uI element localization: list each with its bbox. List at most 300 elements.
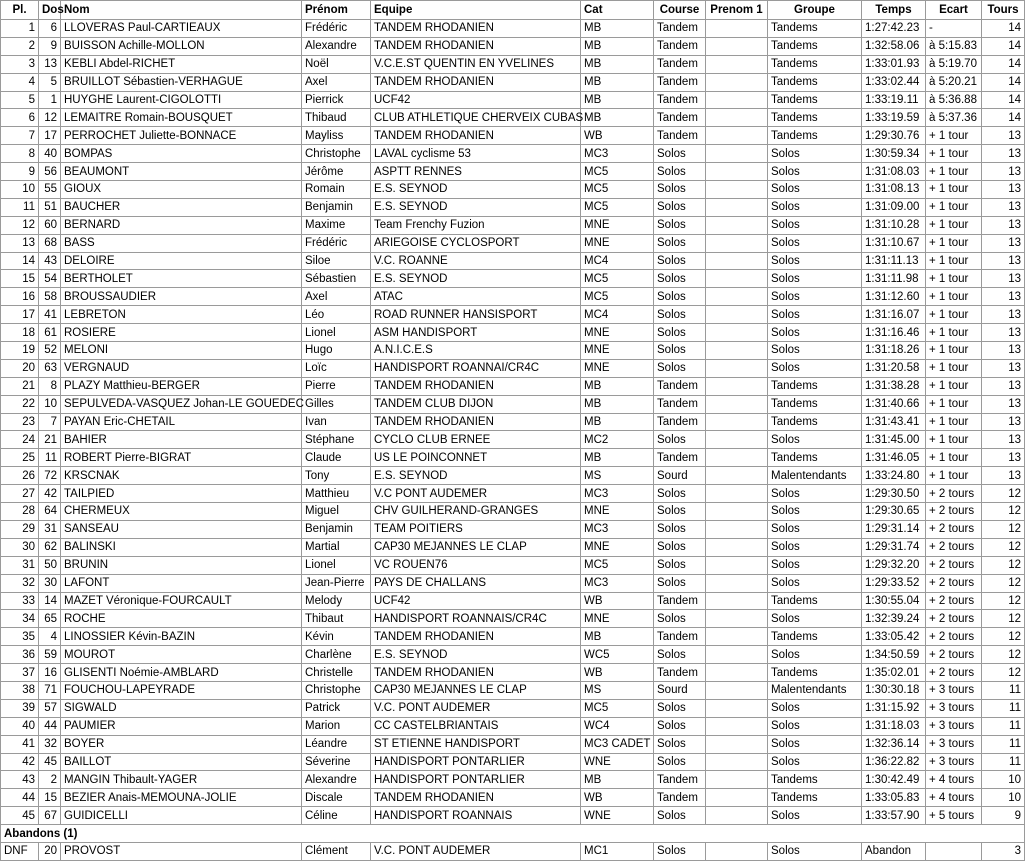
cell-ecart <box>926 842 982 860</box>
cell-prenom1 <box>706 91 768 109</box>
cell-equipe: TANDEM RHODANIEN <box>371 789 581 807</box>
cell-temps: 1:33:01.93 <box>862 55 926 73</box>
cell-equipe: LAVAL cyclisme 53 <box>371 145 581 163</box>
cell-place: 10 <box>1 181 39 199</box>
cell-groupe: Tandems <box>768 664 862 682</box>
cell-ecart: + 1 tour <box>926 359 982 377</box>
table-row <box>1 395 1025 413</box>
cell-prenom1 <box>706 520 768 538</box>
cell-prenom: Romain <box>302 181 371 199</box>
cell-groupe: Solos <box>768 842 862 860</box>
cell-prenom: Frédéric <box>302 20 371 38</box>
cell-nom: MANGIN Thibault-YAGER <box>61 771 302 789</box>
table-row <box>1 681 1025 699</box>
cell-equipe: A.N.I.C.E.S <box>371 342 581 360</box>
cell-nom: FOUCHOU-LAPEYRADE <box>61 681 302 699</box>
cell-course: Tandem <box>654 395 706 413</box>
cell-temps: 1:33:05.83 <box>862 789 926 807</box>
cell-temps: 1:32:36.14 <box>862 735 926 753</box>
cell-temps: 1:31:40.66 <box>862 395 926 413</box>
cell-prenom: Pierre <box>302 377 371 395</box>
cell-nom: SANSEAU <box>61 520 302 538</box>
cell-course: Solos <box>654 646 706 664</box>
cell-place: 44 <box>1 789 39 807</box>
cell-nom: BASS <box>61 234 302 252</box>
cell-temps: 1:31:10.28 <box>862 216 926 234</box>
cell-prenom: Axel <box>302 73 371 91</box>
cell-ecart: + 2 tours <box>926 574 982 592</box>
cell-groupe: Solos <box>768 538 862 556</box>
cell-dossard: 31 <box>39 520 61 538</box>
cell-nom: PERROCHET Juliette-BONNACE <box>61 127 302 145</box>
table-row <box>1 628 1025 646</box>
cell-cat: MB <box>581 395 654 413</box>
cell-cat: WC4 <box>581 717 654 735</box>
cell-course: Solos <box>654 324 706 342</box>
cell-cat: WB <box>581 664 654 682</box>
cell-tours: 14 <box>982 55 1025 73</box>
header-course: Course <box>654 1 706 20</box>
cell-cat: MC5 <box>581 181 654 199</box>
table-row <box>1 699 1025 717</box>
cell-dossard: 56 <box>39 163 61 181</box>
cell-dossard: 57 <box>39 699 61 717</box>
cell-temps: 1:30:30.18 <box>862 681 926 699</box>
cell-cat: MB <box>581 37 654 55</box>
header-nom: Nom <box>61 1 302 20</box>
cell-course: Solos <box>654 735 706 753</box>
cell-ecart: à 5:37.36 <box>926 109 982 127</box>
cell-tours: 11 <box>982 699 1025 717</box>
cell-ecart: + 1 tour <box>926 342 982 360</box>
table-row <box>1 234 1025 252</box>
cell-equipe: UCF42 <box>371 592 581 610</box>
table-row <box>1 145 1025 163</box>
cell-nom: LEMAITRE Romain-BOUSQUET <box>61 109 302 127</box>
cell-ecart: + 5 tours <box>926 807 982 825</box>
cell-course: Solos <box>654 288 706 306</box>
cell-course: Tandem <box>654 592 706 610</box>
cell-equipe: TANDEM RHODANIEN <box>371 628 581 646</box>
cell-cat: MB <box>581 91 654 109</box>
cell-prenom1 <box>706 342 768 360</box>
cell-groupe: Solos <box>768 735 862 753</box>
cell-dossard: 15 <box>39 789 61 807</box>
table-row <box>1 127 1025 145</box>
cell-equipe: V.C. ROANNE <box>371 252 581 270</box>
cell-prenom: Melody <box>302 592 371 610</box>
table-row <box>1 610 1025 628</box>
cell-groupe: Tandems <box>768 109 862 127</box>
cell-ecart: à 5:36.88 <box>926 91 982 109</box>
cell-equipe: HANDISPORT ROANNAI/CR4C <box>371 359 581 377</box>
cell-place: 25 <box>1 449 39 467</box>
cell-tours: 13 <box>982 216 1025 234</box>
cell-place: 6 <box>1 109 39 127</box>
cell-ecart: + 1 tour <box>926 252 982 270</box>
cell-course: Solos <box>654 216 706 234</box>
cell-temps: 1:32:39.24 <box>862 610 926 628</box>
cell-course: Solos <box>654 431 706 449</box>
cell-prenom1 <box>706 771 768 789</box>
header-temps: Temps <box>862 1 926 20</box>
cell-place: 22 <box>1 395 39 413</box>
cell-tours: 13 <box>982 198 1025 216</box>
header-prenom1: Prenom 1 <box>706 1 768 20</box>
cell-prenom: Ivan <box>302 413 371 431</box>
cell-prenom: Thibaud <box>302 109 371 127</box>
cell-dossard: 45 <box>39 753 61 771</box>
cell-temps: 1:31:16.46 <box>862 324 926 342</box>
cell-tours: 14 <box>982 20 1025 38</box>
cell-prenom: Léandre <box>302 735 371 753</box>
cell-dossard: 44 <box>39 717 61 735</box>
header-cat: Cat <box>581 1 654 20</box>
cell-course: Solos <box>654 145 706 163</box>
abandons-label: Abandons (1) <box>1 825 1025 843</box>
cell-groupe: Tandems <box>768 628 862 646</box>
cell-place: 4 <box>1 73 39 91</box>
cell-groupe: Tandems <box>768 771 862 789</box>
cell-groupe: Solos <box>768 610 862 628</box>
cell-equipe: TANDEM RHODANIEN <box>371 73 581 91</box>
cell-dossard: 20 <box>39 842 61 860</box>
cell-prenom: Tony <box>302 467 371 485</box>
cell-tours: 12 <box>982 664 1025 682</box>
cell-equipe: ATAC <box>371 288 581 306</box>
cell-equipe: ST ETIENNE HANDISPORT <box>371 735 581 753</box>
cell-ecart: + 1 tour <box>926 288 982 306</box>
cell-tours: 13 <box>982 324 1025 342</box>
cell-ecart: + 1 tour <box>926 467 982 485</box>
cell-dossard: 60 <box>39 216 61 234</box>
table-row <box>1 449 1025 467</box>
cell-course: Tandem <box>654 73 706 91</box>
cell-cat: MC5 <box>581 699 654 717</box>
cell-place: 19 <box>1 342 39 360</box>
cell-nom: HUYGHE Laurent-CIGOLOTTI <box>61 91 302 109</box>
cell-ecart: + 3 tours <box>926 735 982 753</box>
cell-dossard: 61 <box>39 324 61 342</box>
cell-course: Tandem <box>654 789 706 807</box>
cell-prenom: Jean-Pierre <box>302 574 371 592</box>
cell-prenom1 <box>706 270 768 288</box>
cell-prenom: Kévin <box>302 628 371 646</box>
cell-place: 11 <box>1 198 39 216</box>
cell-dossard: 65 <box>39 610 61 628</box>
cell-prenom1 <box>706 842 768 860</box>
cell-groupe: Solos <box>768 270 862 288</box>
cell-dossard: 9 <box>39 37 61 55</box>
cell-ecart: à 5:15.83 <box>926 37 982 55</box>
cell-cat: MB <box>581 413 654 431</box>
cell-course: Solos <box>654 556 706 574</box>
cell-prenom1 <box>706 556 768 574</box>
cell-tours: 13 <box>982 449 1025 467</box>
cell-prenom1 <box>706 252 768 270</box>
cell-tours: 12 <box>982 628 1025 646</box>
cell-ecart: + 1 tour <box>926 431 982 449</box>
cell-tours: 13 <box>982 163 1025 181</box>
cell-course: Solos <box>654 342 706 360</box>
cell-equipe: CAP30 MEJANNES LE CLAP <box>371 538 581 556</box>
cell-cat: MNE <box>581 610 654 628</box>
cell-place: 41 <box>1 735 39 753</box>
cell-tours: 12 <box>982 574 1025 592</box>
cell-nom: BEZIER Anais-MEMOUNA-JOLIE <box>61 789 302 807</box>
cell-temps: 1:31:46.05 <box>862 449 926 467</box>
cell-place: 17 <box>1 306 39 324</box>
cell-equipe: VC ROUEN76 <box>371 556 581 574</box>
cell-place: 15 <box>1 270 39 288</box>
cell-equipe: Team Frenchy Fuzion <box>371 216 581 234</box>
cell-cat: MNE <box>581 342 654 360</box>
cell-dossard: 41 <box>39 306 61 324</box>
cell-cat: MB <box>581 449 654 467</box>
cell-temps: 1:31:18.03 <box>862 717 926 735</box>
cell-ecart: + 2 tours <box>926 646 982 664</box>
cell-groupe: Tandems <box>768 789 862 807</box>
cell-equipe: V.C. PONT AUDEMER <box>371 842 581 860</box>
cell-groupe: Solos <box>768 699 862 717</box>
cell-prenom1 <box>706 538 768 556</box>
cell-prenom1 <box>706 574 768 592</box>
cell-groupe: Solos <box>768 556 862 574</box>
cell-dossard: 63 <box>39 359 61 377</box>
cell-dossard: 13 <box>39 55 61 73</box>
cell-cat: MB <box>581 771 654 789</box>
cell-equipe: US LE POINCONNET <box>371 449 581 467</box>
cell-ecart: + 3 tours <box>926 753 982 771</box>
cell-prenom: Benjamin <box>302 520 371 538</box>
cell-equipe: ARIEGOISE CYCLOSPORT <box>371 234 581 252</box>
cell-equipe: HANDISPORT PONTARLIER <box>371 753 581 771</box>
cell-groupe: Tandems <box>768 413 862 431</box>
cell-prenom: Frédéric <box>302 234 371 252</box>
cell-place: 30 <box>1 538 39 556</box>
cell-nom: ROSIERE <box>61 324 302 342</box>
cell-nom: ROCHE <box>61 610 302 628</box>
cell-tours: 12 <box>982 556 1025 574</box>
cell-equipe: UCF42 <box>371 91 581 109</box>
cell-course: Solos <box>654 753 706 771</box>
cell-equipe: E.S. SEYNOD <box>371 181 581 199</box>
cell-equipe: TEAM POITIERS <box>371 520 581 538</box>
cell-nom: BRUNIN <box>61 556 302 574</box>
cell-equipe: E.S. SEYNOD <box>371 646 581 664</box>
cell-groupe: Tandems <box>768 55 862 73</box>
cell-dossard: 54 <box>39 270 61 288</box>
cell-prenom: Lionel <box>302 324 371 342</box>
cell-nom: GLISENTI Noémie-AMBLARD <box>61 664 302 682</box>
cell-place: 2 <box>1 37 39 55</box>
header-groupe: Groupe <box>768 1 862 20</box>
cell-place: 18 <box>1 324 39 342</box>
cell-equipe: TANDEM RHODANIEN <box>371 413 581 431</box>
table-row <box>1 753 1025 771</box>
cell-nom: LLOVERAS Paul-CARTIEAUX <box>61 20 302 38</box>
cell-groupe: Malentendants <box>768 467 862 485</box>
cell-nom: BOMPAS <box>61 145 302 163</box>
cell-dossard: 11 <box>39 449 61 467</box>
cell-nom: PAUMIER <box>61 717 302 735</box>
cell-cat: MS <box>581 467 654 485</box>
cell-temps: 1:35:02.01 <box>862 664 926 682</box>
table-row <box>1 485 1025 503</box>
cell-prenom: Clément <box>302 842 371 860</box>
cell-dossard: 62 <box>39 538 61 556</box>
table-row <box>1 646 1025 664</box>
cell-prenom: Patrick <box>302 699 371 717</box>
cell-tours: 12 <box>982 592 1025 610</box>
cell-temps: 1:29:30.50 <box>862 485 926 503</box>
cell-prenom1 <box>706 699 768 717</box>
table-row <box>1 771 1025 789</box>
cell-place: 31 <box>1 556 39 574</box>
cell-ecart: + 1 tour <box>926 198 982 216</box>
table-row <box>1 216 1025 234</box>
cell-course: Solos <box>654 306 706 324</box>
table-row <box>1 538 1025 556</box>
cell-groupe: Solos <box>768 163 862 181</box>
cell-ecart: à 5:20.21 <box>926 73 982 91</box>
cell-place: 40 <box>1 717 39 735</box>
cell-equipe: TANDEM RHODANIEN <box>371 664 581 682</box>
table-row <box>1 270 1025 288</box>
cell-ecart: + 3 tours <box>926 681 982 699</box>
cell-ecart: + 3 tours <box>926 717 982 735</box>
cell-tours: 13 <box>982 127 1025 145</box>
cell-nom: KRSCNAK <box>61 467 302 485</box>
cell-temps: 1:29:30.65 <box>862 503 926 521</box>
cell-place: 1 <box>1 20 39 38</box>
cell-nom: LEBRETON <box>61 306 302 324</box>
cell-prenom: Miguel <box>302 503 371 521</box>
cell-prenom: Charlène <box>302 646 371 664</box>
cell-course: Solos <box>654 503 706 521</box>
cell-cat: MNE <box>581 234 654 252</box>
cell-prenom1 <box>706 163 768 181</box>
cell-equipe: V.C PONT AUDEMER <box>371 485 581 503</box>
cell-ecart: + 2 tours <box>926 556 982 574</box>
table-row <box>1 359 1025 377</box>
cell-cat: MC4 <box>581 306 654 324</box>
cell-tours: 13 <box>982 377 1025 395</box>
cell-prenom1 <box>706 306 768 324</box>
cell-prenom: Céline <box>302 807 371 825</box>
table-row <box>1 181 1025 199</box>
cell-tours: 3 <box>982 842 1025 860</box>
cell-cat: MC4 <box>581 252 654 270</box>
cell-course: Solos <box>654 610 706 628</box>
table-row <box>1 664 1025 682</box>
cell-nom: BEAUMONT <box>61 163 302 181</box>
cell-prenom: Mayliss <box>302 127 371 145</box>
cell-prenom: Sébastien <box>302 270 371 288</box>
cell-ecart: + 1 tour <box>926 395 982 413</box>
cell-course: Tandem <box>654 449 706 467</box>
cell-place: 42 <box>1 753 39 771</box>
cell-ecart: + 1 tour <box>926 181 982 199</box>
cell-tours: 14 <box>982 73 1025 91</box>
cell-prenom: Claude <box>302 449 371 467</box>
cell-temps: 1:31:43.41 <box>862 413 926 431</box>
cell-nom: SIGWALD <box>61 699 302 717</box>
cell-nom: BUISSON Achille-MOLLON <box>61 37 302 55</box>
cell-prenom: Stéphane <box>302 431 371 449</box>
table-row <box>1 592 1025 610</box>
cell-equipe: TANDEM RHODANIEN <box>371 37 581 55</box>
cell-place: 43 <box>1 771 39 789</box>
cell-tours: 9 <box>982 807 1025 825</box>
cell-course: Solos <box>654 538 706 556</box>
cell-cat: MC3 <box>581 145 654 163</box>
cell-prenom: Siloe <box>302 252 371 270</box>
cell-groupe: Malentendants <box>768 681 862 699</box>
cell-temps: 1:31:08.03 <box>862 163 926 181</box>
cell-place: 34 <box>1 610 39 628</box>
cell-ecart: + 1 tour <box>926 234 982 252</box>
cell-ecart: + 4 tours <box>926 789 982 807</box>
cell-prenom: Christophe <box>302 681 371 699</box>
cell-course: Tandem <box>654 37 706 55</box>
cell-dossard: 16 <box>39 664 61 682</box>
header-tours: Tours <box>982 1 1025 20</box>
cell-tours: 14 <box>982 91 1025 109</box>
table-row <box>1 467 1025 485</box>
cell-nom: LINOSSIER Kévin-BAZIN <box>61 628 302 646</box>
cell-tours: 13 <box>982 234 1025 252</box>
cell-cat: MB <box>581 377 654 395</box>
cell-ecart: + 2 tours <box>926 503 982 521</box>
cell-dossard: 30 <box>39 574 61 592</box>
table-row <box>1 431 1025 449</box>
cell-equipe: HANDISPORT PONTARLIER <box>371 771 581 789</box>
cell-course: Sourd <box>654 681 706 699</box>
cell-nom: TAILPIED <box>61 485 302 503</box>
cell-ecart: + 2 tours <box>926 485 982 503</box>
cell-place: 9 <box>1 163 39 181</box>
cell-equipe: HANDISPORT ROANNAIS <box>371 807 581 825</box>
cell-course: Tandem <box>654 413 706 431</box>
cell-equipe: TANDEM RHODANIEN <box>371 127 581 145</box>
table-row <box>1 717 1025 735</box>
cell-nom: BAUCHER <box>61 198 302 216</box>
cell-dossard: 68 <box>39 234 61 252</box>
cell-groupe: Tandems <box>768 592 862 610</box>
cell-tours: 11 <box>982 735 1025 753</box>
cell-prenom: Thibaut <box>302 610 371 628</box>
cell-nom: PROVOST <box>61 842 302 860</box>
cell-temps: 1:29:33.52 <box>862 574 926 592</box>
cell-temps: 1:36:22.82 <box>862 753 926 771</box>
cell-ecart: + 1 tour <box>926 216 982 234</box>
cell-cat: WB <box>581 592 654 610</box>
cell-groupe: Solos <box>768 431 862 449</box>
cell-temps: 1:31:38.28 <box>862 377 926 395</box>
cell-tours: 11 <box>982 717 1025 735</box>
abandons-header-row <box>1 825 1025 843</box>
cell-place: 27 <box>1 485 39 503</box>
cell-temps: 1:31:15.92 <box>862 699 926 717</box>
cell-tours: 12 <box>982 485 1025 503</box>
table-row <box>1 198 1025 216</box>
table-row <box>1 503 1025 521</box>
cell-groupe: Solos <box>768 807 862 825</box>
cell-ecart: + 4 tours <box>926 771 982 789</box>
cell-tours: 13 <box>982 359 1025 377</box>
cell-course: Solos <box>654 807 706 825</box>
